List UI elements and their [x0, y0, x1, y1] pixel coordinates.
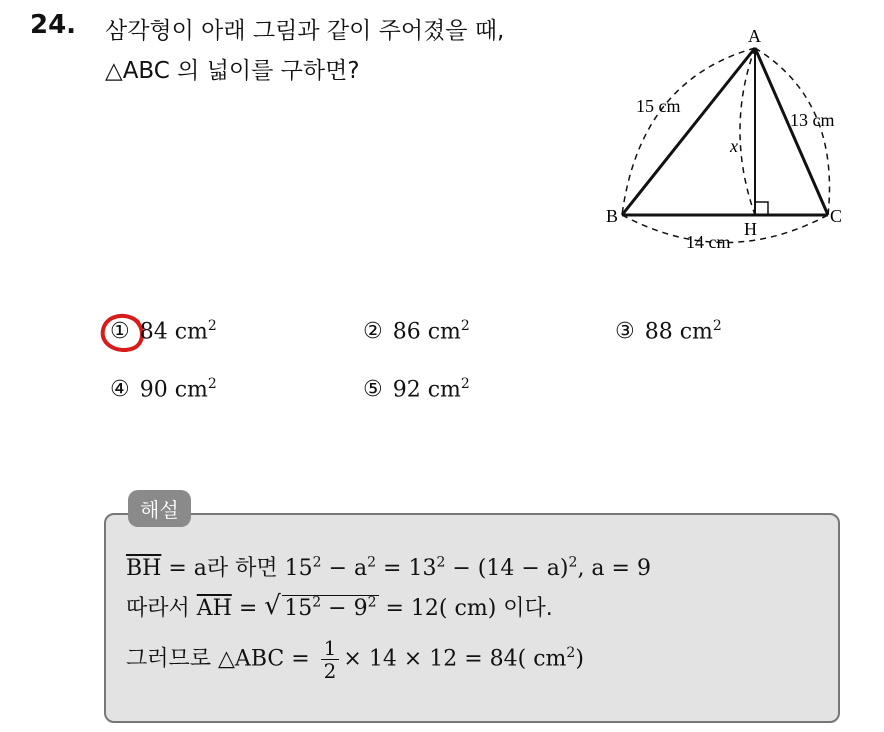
label-a: A: [748, 26, 761, 46]
choice-5[interactable]: [363, 376, 470, 402]
solution-box: [104, 513, 840, 723]
label-x: x: [730, 136, 738, 156]
eq-part: − (14 − a): [445, 556, 569, 581]
eq-part: × 14 × 12 = 84( cm: [343, 646, 567, 672]
side-ab: [622, 48, 755, 215]
label-ab: 15 cm: [636, 96, 681, 116]
choice-exponent: 2: [207, 376, 217, 392]
solution-line-1: $\overline{BH} = a$라 하면 $15^2 - a^2 = 13^2 - (14 - a)^2$, a = 9: [126, 554, 651, 581]
side-ac: [755, 48, 828, 215]
choice-exponent: 2: [712, 318, 722, 334]
eq-part: 그러므로: [126, 646, 219, 672]
eq-part: − a: [321, 556, 368, 581]
eq-part: =: [231, 596, 265, 621]
choice-exponent: 2: [460, 318, 470, 334]
question-text-line2: △ABC 의 넓이를 구하면?: [105, 58, 360, 84]
choice-3[interactable]: [615, 318, 722, 344]
eq-part: , a = 9: [577, 556, 651, 581]
choice-marker: ③: [615, 319, 635, 345]
arc-x: [740, 48, 755, 215]
eq-part: = a: [161, 556, 207, 581]
eq-part: = 13: [376, 556, 437, 581]
eq-part: 15: [284, 556, 313, 581]
choice-4[interactable]: [110, 376, 217, 402]
choice-value: 84 cm: [139, 319, 208, 345]
choice-marker: ②: [363, 319, 383, 345]
segment-bh: $\overline{BH}$: [126, 556, 162, 581]
choice-value: 90 cm: [139, 377, 208, 403]
segment-ah: $\overline{AH}$: [196, 596, 232, 621]
choice-1[interactable]: [110, 318, 217, 344]
solution-line-2: [126, 591, 553, 622]
choice-marker: ①: [110, 319, 130, 345]
choice-marker: ⑤: [363, 377, 383, 403]
choice-exponent: 2: [207, 318, 217, 334]
choice-value: 86 cm: [392, 319, 461, 345]
label-bc: 14 cm: [686, 232, 731, 252]
fraction-half: $\frac{1}{2}$: [321, 637, 340, 682]
choice-value: 92 cm: [392, 377, 461, 403]
eq-part: △ABC =: [218, 646, 317, 672]
solution-line-3: 그러므로 △ABC = $\frac{1}{2}$ × 14 × 12 = 84( $cm^2$): [126, 636, 584, 683]
choice-2[interactable]: [363, 318, 470, 344]
question-number: 24.: [30, 10, 77, 40]
solution-tag: 해설: [128, 490, 191, 527]
eq-part: 라 하면: [206, 556, 285, 581]
choice-exponent: 2: [460, 376, 470, 392]
question-text-line1: 삼각형이 아래 그림과 같이 주어졌을 때,: [105, 18, 505, 44]
label-h: H: [744, 219, 757, 239]
label-c: C: [830, 206, 843, 226]
choice-marker: ④: [110, 377, 130, 403]
eq-part: = 12( cm): [378, 596, 497, 621]
eq-part: 따라서: [126, 596, 197, 621]
eq-part: ): [575, 646, 584, 672]
triangle-figure: [600, 20, 860, 260]
right-angle-mark: [755, 202, 768, 215]
eq-part: 이다.: [496, 596, 553, 621]
choice-value: 88 cm: [644, 319, 713, 345]
label-b: B: [606, 206, 619, 226]
label-ac: 13 cm: [790, 110, 835, 130]
sqrt-expression: √ $15^2 - 9^2$: [264, 590, 377, 621]
